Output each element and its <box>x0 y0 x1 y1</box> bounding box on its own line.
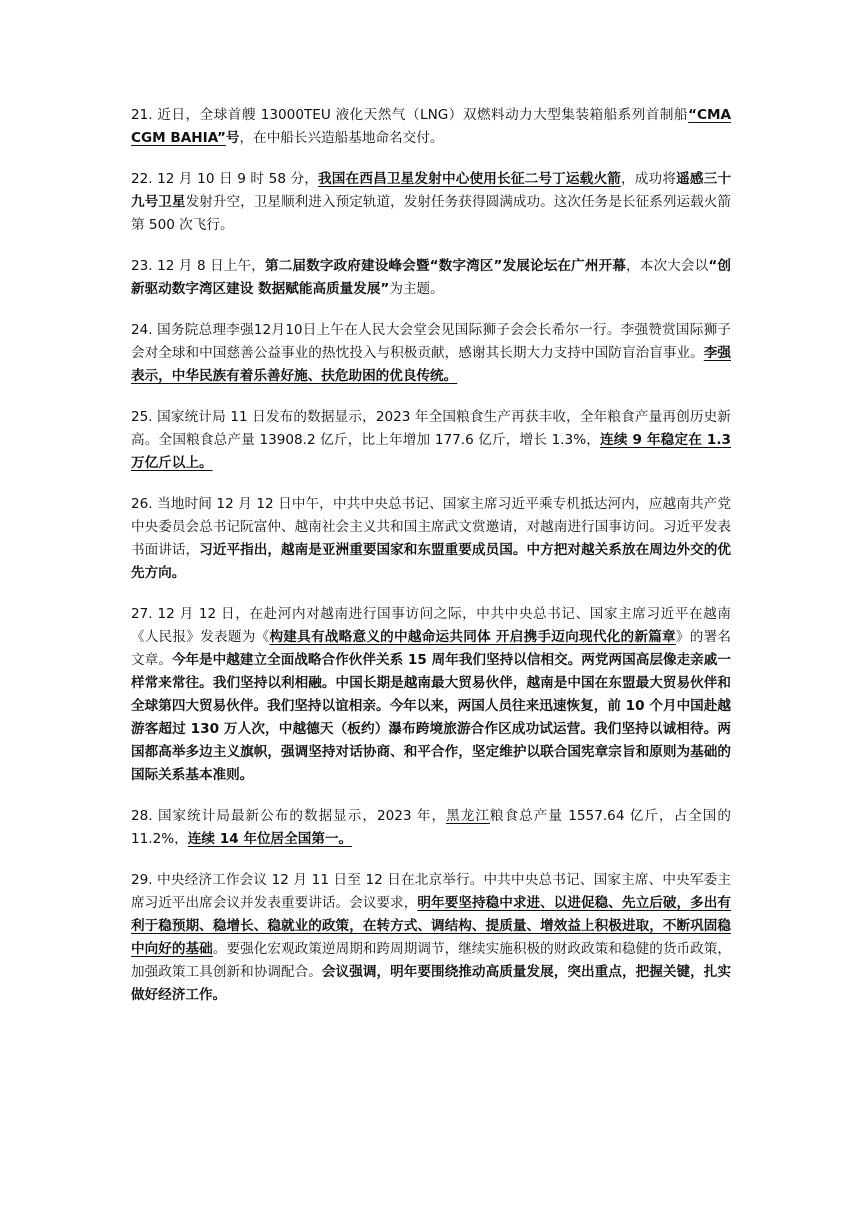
item-text: 22. 12 月 10 日 9 时 58 分， <box>131 171 319 187</box>
emphasized-text: 号 <box>225 130 240 146</box>
news-item <box>131 493 731 585</box>
item-text: 发射升空，卫星顺利进入预定轨道，发射任务获得圆满成功。这次任务是长征系列运载火箭第 500 次飞行。 <box>131 194 732 233</box>
item-text: 23. 12 月 8 日上午， <box>131 258 265 274</box>
item-text: 24. 国务院总理李强12月10日上午在人民大会堂会见国际狮子会会长希尔一行。李强赞赏国际狮子会对全球和中国慈善公益事业的热忱投入与积极贡献，感谢其长期大力支持中国防盲治盲事业。 <box>131 322 731 361</box>
item-text: 25. 国家统计局 11 日发布的数据显示，2023 年全国粮食生产再获丰收，全年粮食产量再创历史新高。全国粮食总产量 13908.2 亿斤，比上年增加 177.6 亿斤，增长 1.3%， <box>131 409 731 448</box>
news-item <box>131 805 731 851</box>
item-text: 28. 国家统计局最新公布的数据显示，2023 年， <box>131 808 447 824</box>
emphasized-text: “创新驱动数字湾区建设 数据赋能高质量发展” <box>131 258 731 297</box>
news-item <box>131 168 731 237</box>
emphasized-text: 连续 14 年位居全国第一。 <box>187 831 353 847</box>
item-text: 。要强化宏观政策逆周期和跨周期调节，继续实施积极的财政政策和稳健的货币政策，加强政策工具创新和协调配合。 <box>131 941 732 980</box>
emphasized-text: 今年是中越建立全面战略合作伙伴关系 15 周年我们坚持以信相交。两党两国高层像走亲戚一样常来常往。我们坚持以利相融。中国长期是越南最大贸易伙伴，越南是中国在东盟最大贸易伙伴和全球第四大贸易伙伴。我们坚持以谊相亲。今年以来，两国人员往来迅速恢复，前 10 个月中国赴越游客超过 130 万人次，中越德天（板约）瀑布跨境旅游合作区成功试运营。我们坚持以诚相待。两国都高举多边主义旗帜，强调坚持对话协商、和平合作，坚定维护以联合国宪章宗旨和原则为基础的国际关系基本准则。 <box>131 652 731 783</box>
emphasized-text: 第二届数字政府建设峰会暨“数字湾区”发展论坛在广州开幕 <box>264 258 627 274</box>
item-text: 》的署名文章。 <box>131 629 732 668</box>
item-text: ，在中船长兴造船基地命名交付。 <box>239 130 444 146</box>
news-document <box>131 104 731 1025</box>
item-text: 26. 当地时间 12 月 12 日中午，中共中央总书记、国家主席习近平乘专机抵达河内，应越南共产党中央委员会总书记阮富仲、越南社会主义共和国主席武文赏邀请，对越南进行国事访问。习近平发表书面讲话， <box>131 496 731 558</box>
emphasized-text: 黑龙江 <box>446 808 490 824</box>
emphasized-text: 李强表示，中华民族有着乐善好施、扶危助困的优良传统。 <box>131 345 731 384</box>
item-text: 为主题。 <box>389 281 444 297</box>
emphasized-text: 我国在西昌卫星发射中心使用长征二号丁运载火箭 <box>318 171 621 187</box>
news-item <box>131 319 731 388</box>
item-text: 29. 中央经济工作会议 12 月 11 日至 12 日在北京举行。中共中央总书记、国家主席、中央军委主席习近平出席会议并发表重要讲话。会议要求， <box>131 872 731 911</box>
news-item <box>131 406 731 475</box>
emphasized-text: 连续 9 年稳定在 1.3 万亿斤以上。 <box>131 432 731 471</box>
item-text: 27. 12 月 12 日，在赴河内对越南进行国事访问之际，中共中央总书记、国家主席习近平在越南《人民报》发表题为《 <box>131 606 731 645</box>
emphasized-text: 习近平指出，越南是亚洲重要国家和东盟重要成员国。中方把对越关系放在周边外交的优先方向。 <box>131 542 731 581</box>
emphasized-text: 构建具有战略意义的中越命运共同体 开启携手迈向现代化的新篇章 <box>269 629 676 645</box>
emphasized-text: 遥感三十九号卫星 <box>131 171 732 210</box>
news-item <box>131 869 731 1007</box>
news-item <box>131 603 731 787</box>
news-item <box>131 104 731 150</box>
news-item <box>131 255 731 301</box>
item-text: ，成功将 <box>621 171 677 187</box>
emphasized-text: “CMA CGM BAHIA” <box>131 107 731 146</box>
emphasized-text: 明年要坚持稳中求进、以进促稳、先立后破，多出有利于稳预期、稳增长、稳就业的政策，在转方式、调结构、提质量、增效益上积极进取，不断巩固稳中向好的基础 <box>131 895 732 957</box>
item-text: 粮食总产量 1557.64 亿斤，占全国的 11.2%， <box>131 808 732 847</box>
emphasized-text: 会议强调，明年要围绕推动高质量发展，突出重点，把握关键，扎实做好经济工作。 <box>131 964 731 1003</box>
item-text: 21. 近日，全球首艘 13000TEU 液化天然气（LNG）双燃料动力大型集装箱船系列首制船 <box>131 107 689 123</box>
item-text: ，本次大会以 <box>626 258 709 274</box>
